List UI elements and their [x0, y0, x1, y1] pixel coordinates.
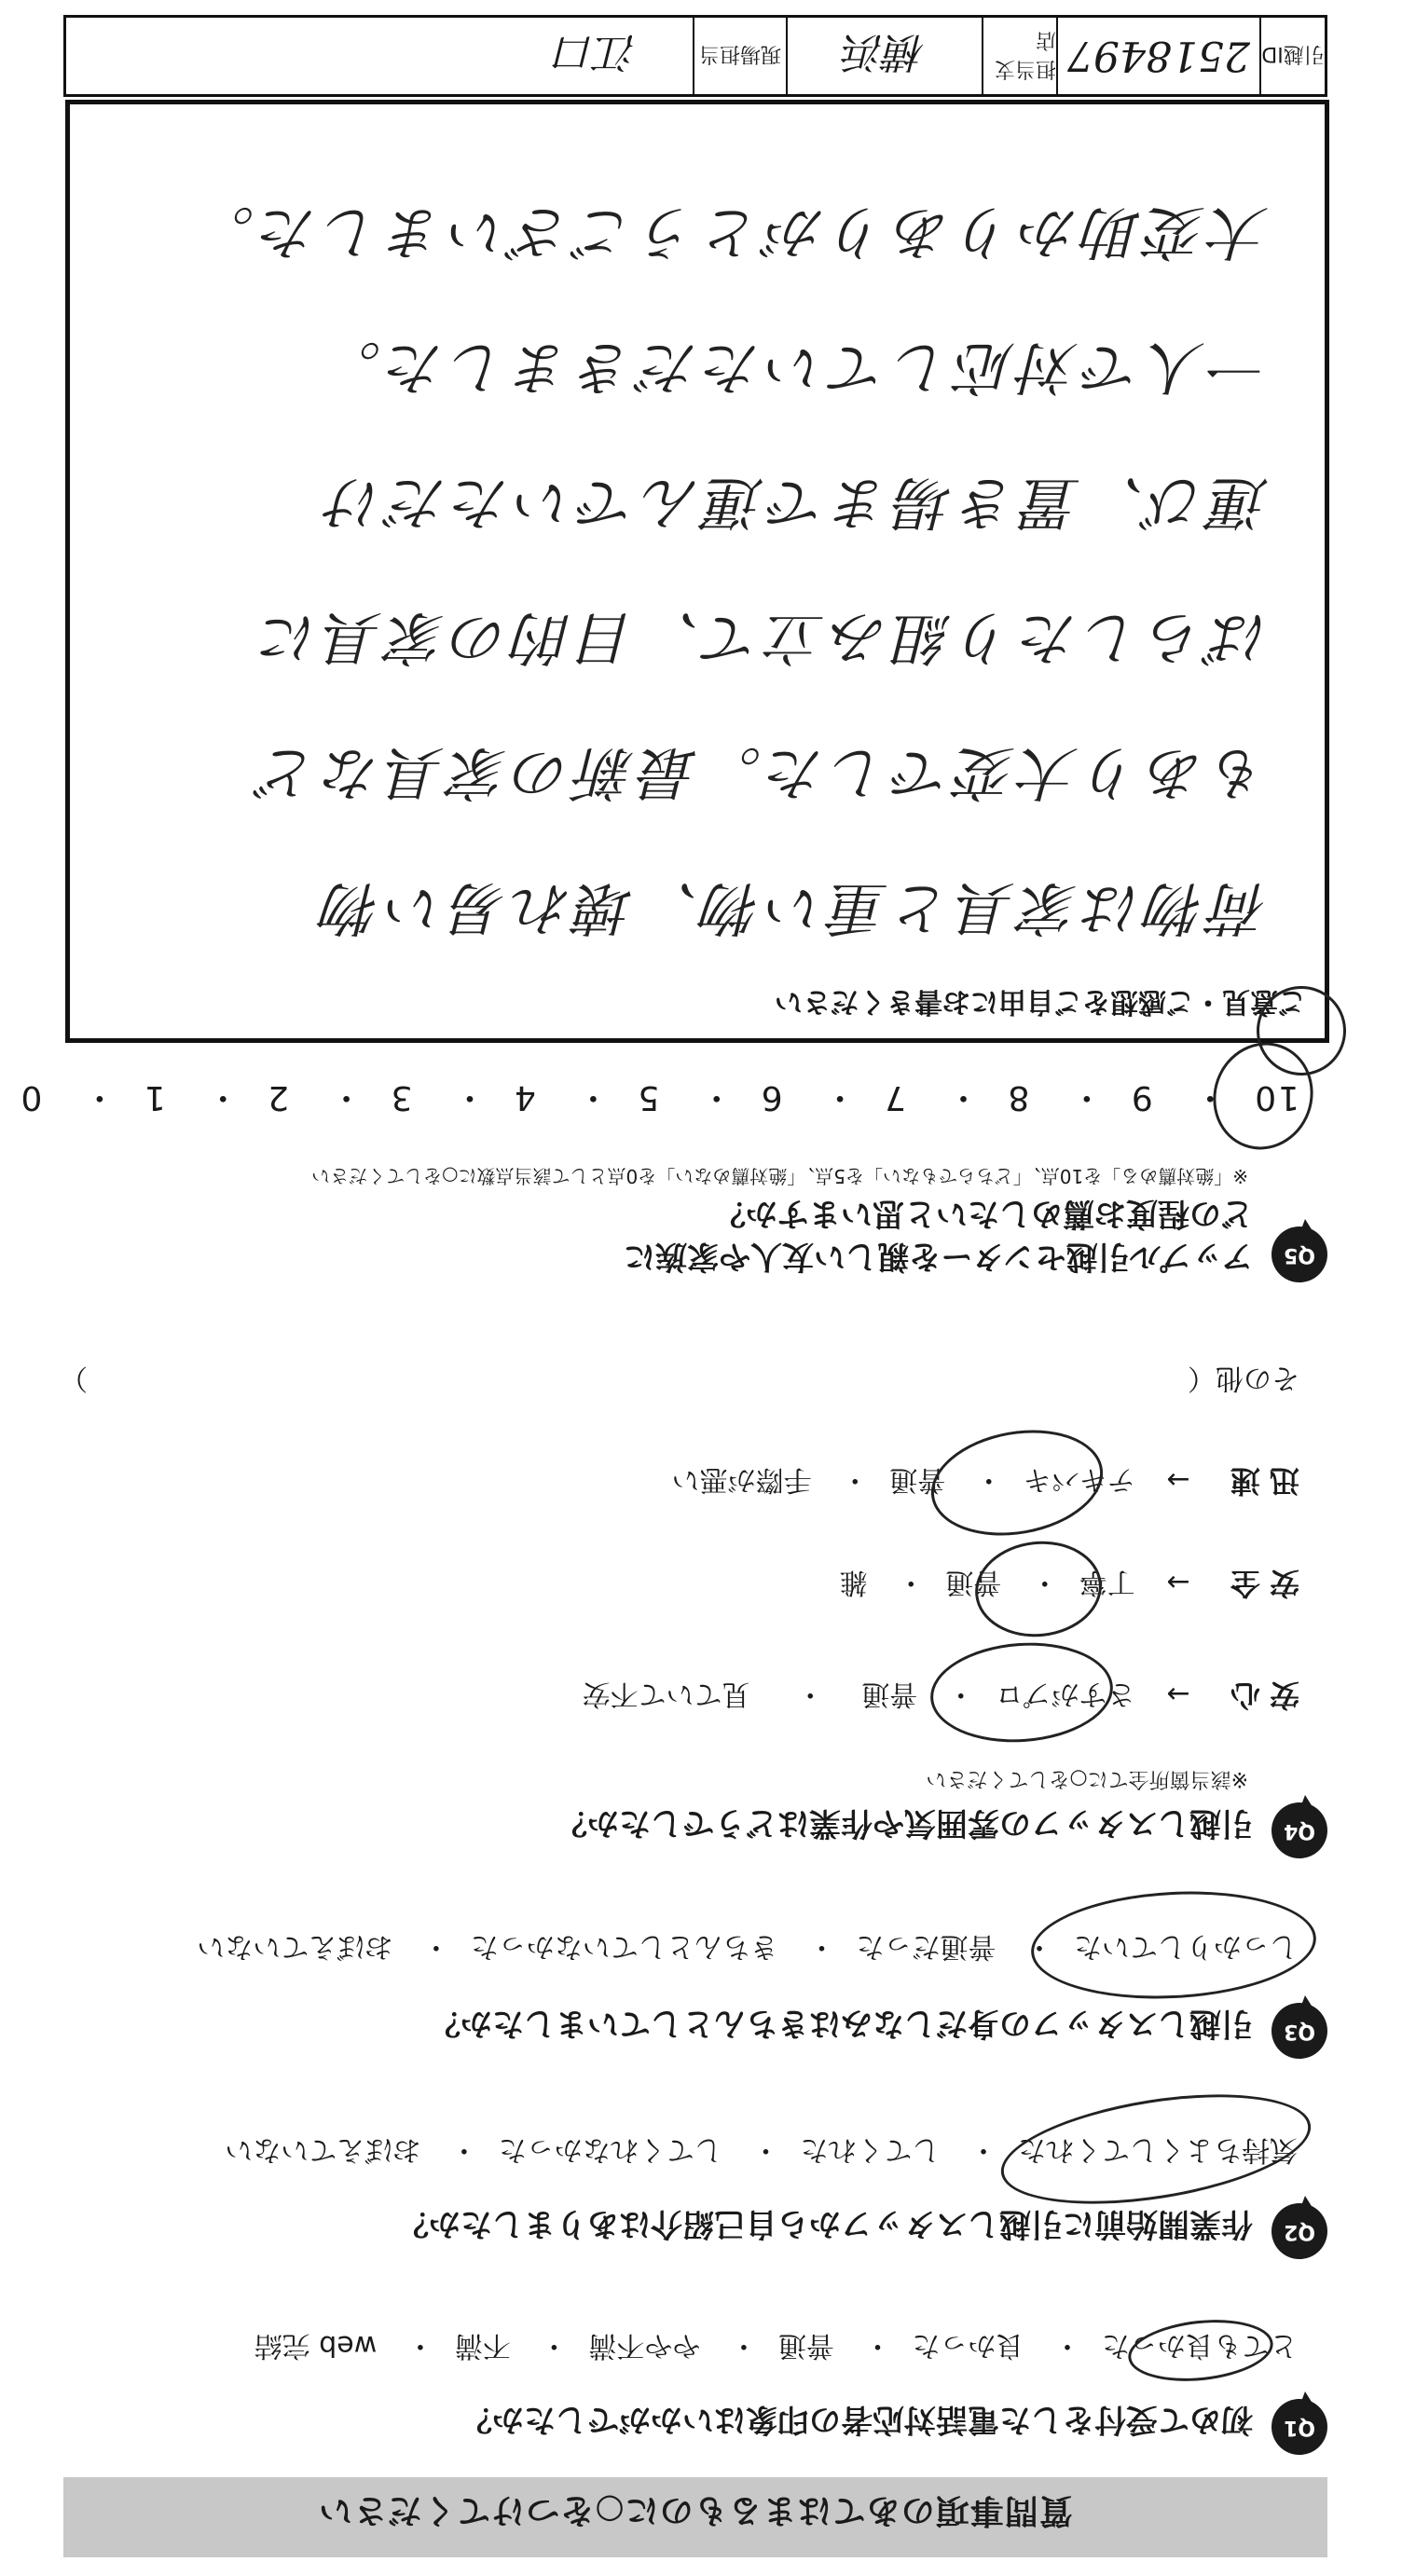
q4-jinsoku-option-clumsy[interactable]: 手際が悪い	[671, 1463, 812, 1496]
q5-note: ※「絶対薦める」を10点、「どちらでもない」を5点、「絶対薦めない」を0点として該当点数に○をしてください	[311, 1165, 1248, 1187]
branch-label: 担当支店	[982, 18, 1056, 94]
q4-anzen-option-rough[interactable]: 雑	[839, 1566, 868, 1598]
move-id-label: 引越ID	[1259, 18, 1325, 94]
q5-score-8[interactable]: 8	[1006, 1078, 1030, 1117]
arrow-icon: →	[1166, 1566, 1190, 1598]
q4-anshin-option-pro[interactable]: さすがプロ	[995, 1678, 1135, 1710]
q4-other-close: ）	[60, 1362, 88, 1394]
instruction-bar	[63, 2477, 1327, 2557]
q5-score-6[interactable]: 6	[759, 1078, 783, 1117]
q2-selection-circle	[994, 2076, 1318, 2222]
q4-anshin-option-normal[interactable]: 普通	[861, 1678, 918, 1710]
handwriting-line-4: 運び、置き場まで運んでいただけ	[320, 469, 1269, 537]
q2-option-yes[interactable]: してくれた	[800, 2133, 941, 2166]
q3-selection-circle	[1028, 1884, 1319, 2006]
q4-anzen-selection-circle	[970, 1535, 1106, 1643]
q2-title: 作業開始前に引越しスタッフから自己紹介はありましたか？	[397, 2205, 1253, 2242]
q5-score-0[interactable]: 0	[19, 1078, 43, 1117]
q5-score-7[interactable]: 7	[883, 1078, 906, 1117]
leader-label: 現場担当	[693, 18, 786, 94]
staff-table	[63, 15, 1327, 97]
q3-badge: Q3	[1271, 2003, 1327, 2059]
move-id-value: 2518497	[1056, 18, 1259, 94]
q4-title: 引越しスタッフの雰囲気や作業はどうでしたか？	[556, 1804, 1253, 1842]
q5-score-5[interactable]: 5	[636, 1078, 660, 1117]
q4-row-jinsoku: 迅速 → テキパキ・ 普通・ 手際が悪い	[671, 1463, 1299, 1499]
comment-box[interactable]	[65, 100, 1329, 1043]
q5-title-line1: アップル引越センターを親しい友人や家族に	[624, 1238, 1253, 1275]
q2-option-no[interactable]: してくれなかった	[498, 2133, 722, 2166]
q4-note: ※該当箇所全てに○をしてください	[926, 1767, 1248, 1790]
q4-label-anshin: 安心	[1220, 1678, 1299, 1713]
handwriting-line-5: 一人で対応していただきました。	[317, 334, 1269, 402]
q1-badge: Q1	[1271, 2399, 1327, 2455]
q5-score-4[interactable]: 4	[512, 1078, 536, 1117]
q4-label-jinsoku: 迅速	[1220, 1463, 1299, 1499]
q5-score-10[interactable]: 10	[1253, 1078, 1299, 1117]
q4-anzen-option-careful[interactable]: 丁寧	[1079, 1566, 1135, 1598]
comment-title: ご意見・ご感想をご自由にお書きください	[775, 985, 1306, 1018]
q3-option-normal[interactable]: 普通だった	[856, 1930, 997, 1963]
q4-jinsoku-option-normal[interactable]: 普通	[889, 1463, 946, 1496]
q1-option-good[interactable]: 良かった	[912, 2329, 1024, 2362]
q4-other-label: その他（	[1188, 1362, 1299, 1394]
q4-anshin-option-anxious[interactable]: 見ていて不安	[582, 1678, 750, 1710]
leader-value: 江口	[555, 28, 637, 75]
q4-anzen-option-normal[interactable]: 普通	[945, 1566, 1002, 1598]
q1-title: 初めて受付をした電話対応者の印象はいかがでしたか？	[460, 2401, 1253, 2438]
arrow-icon: →	[1166, 1463, 1190, 1496]
q3-option-not-neat[interactable]: きちんとしていなかった	[470, 1930, 778, 1963]
branch-value: 横浜	[786, 18, 982, 94]
handwriting-line-6: 大変助かりありがとうございました。	[190, 199, 1269, 267]
q3-option-neat[interactable]: しっかりしていた	[1074, 1930, 1298, 1963]
handwriting-line-1: 荷物は家具と重い物、壊れ易い物	[317, 874, 1269, 942]
handwriting-line-2: もあり大変でした。最新の家具など	[254, 739, 1269, 807]
q5-scale: 10・ 9・ 8・ 7・ 6・ 5・ 4・ 3・ 2・ 1・ 0	[19, 1078, 1299, 1117]
q5-score-9[interactable]: 9	[1129, 1078, 1153, 1117]
arrow-icon: →	[1166, 1678, 1190, 1710]
q1-option-dissatisfied[interactable]: 不満	[454, 2329, 511, 2362]
q4-jinsoku-option-efficient[interactable]: テキパキ	[1023, 1463, 1135, 1496]
q3-options: しっかりしていた・ 普通だった・ きちんとしていなかった・ おぼえていない	[197, 1930, 1298, 1963]
q3-title: 引越しスタッフの身だしなみはきちんとしていましたか？	[429, 2005, 1253, 2042]
q2-option-dont-remember[interactable]: おぼえていない	[225, 2133, 421, 2166]
q1-selection-circle	[1125, 2313, 1276, 2388]
q4-other	[60, 1361, 1299, 1402]
q5-badge: Q5	[1271, 1226, 1327, 1282]
q4-anshin-selection-circle	[928, 1637, 1117, 1747]
q4-row-anshin: 安心 → さすがプロ・ 普通・ 見ていて不安	[582, 1678, 1299, 1713]
q4-badge: Q4	[1271, 1802, 1327, 1858]
q2-option-pleasant[interactable]: 気持ちよくしてくれた	[1018, 2133, 1298, 2166]
q1-option-web[interactable]: web 完結	[254, 2329, 378, 2362]
q5-score-3[interactable]: 3	[389, 1078, 413, 1117]
q1-option-very-good[interactable]: とても良かった	[1102, 2329, 1298, 2362]
q4-jinsoku-selection-circle	[923, 1418, 1111, 1549]
q4-label-anzen: 安全	[1220, 1566, 1299, 1601]
q5-title-line2: どの程度お薦めしたいと思いますか？	[714, 1195, 1253, 1232]
q1-options: とても良かった・ 良かった・ 普通・ やや不満・ 不満・ web 完結	[254, 2329, 1298, 2362]
q3-option-dont-remember[interactable]: おぼえていない	[197, 1930, 393, 1963]
q5-score-1[interactable]: 1	[142, 1078, 166, 1117]
handwriting-line-3: ばらしたり組み立て、目的の家具に	[255, 604, 1269, 672]
q2-options: 気持ちよくしてくれた・ してくれた・ してくれなかった・ おぼえていない	[225, 2133, 1298, 2166]
q1-option-average[interactable]: 普通	[777, 2329, 834, 2362]
q2-badge: Q2	[1271, 2203, 1327, 2259]
instruction-text: 質問事項のあてはまるものに○をつけてください	[318, 2491, 1073, 2529]
q5-score-2[interactable]: 2	[266, 1078, 290, 1117]
q1-option-somewhat-dissatisfied[interactable]: やや不満	[588, 2329, 701, 2362]
q4-row-anzen: 安全 → 丁寧・ 普通・ 雑	[839, 1566, 1299, 1601]
